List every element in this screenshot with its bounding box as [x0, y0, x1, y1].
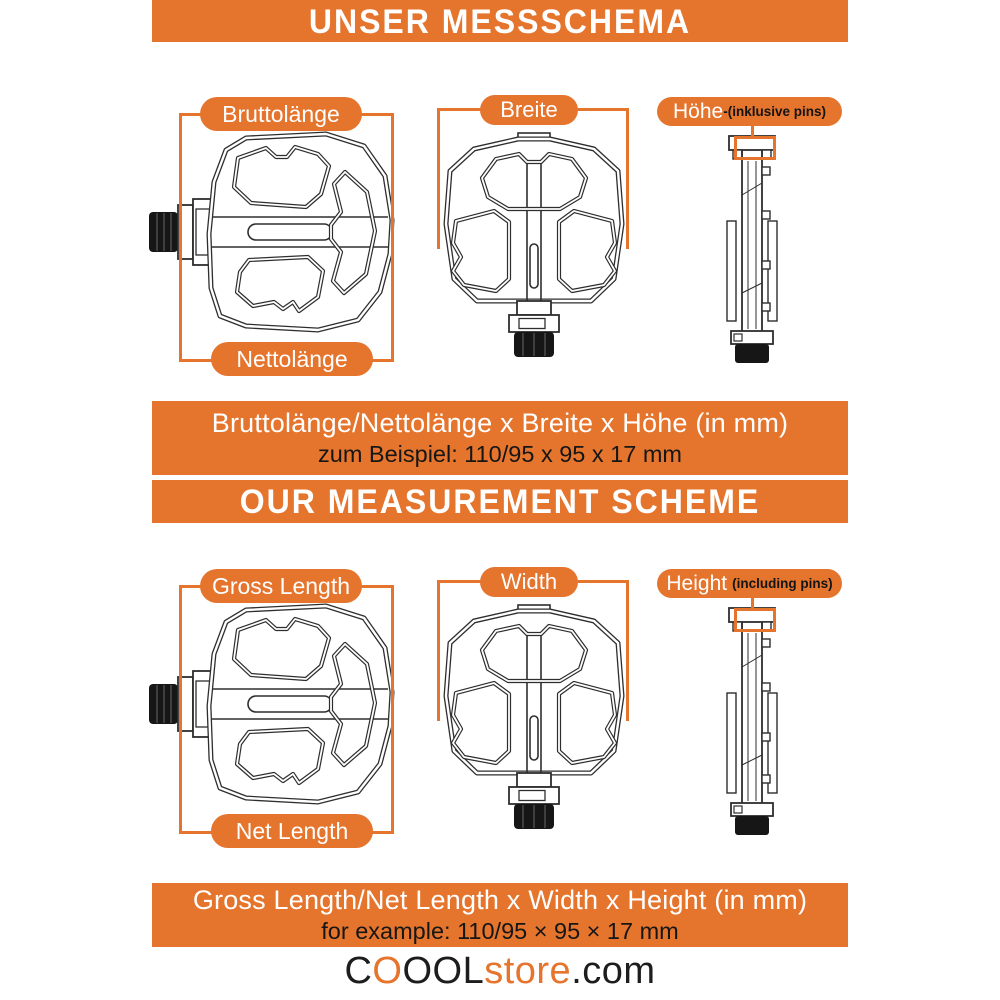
height-note-de: -(inklusive pins): [723, 104, 826, 119]
english-title-banner: [152, 480, 848, 523]
german-title-banner: [152, 0, 848, 42]
pedal-side-view-drawing: [724, 133, 780, 365]
english-formula-line1: Gross Length/Net Length x Width x Height (in mm): [192, 885, 808, 916]
width-measure-bracket: [437, 580, 629, 721]
logo-store: store: [484, 950, 572, 992]
height-label-de: [657, 97, 842, 126]
logo-o-orange: O: [372, 950, 403, 992]
english-formula-banner: [152, 883, 848, 947]
width-text-de: Breite: [500, 97, 558, 122]
net-length-text-de: Nettolänge: [236, 345, 348, 372]
pedal-side-view-drawing: [724, 605, 780, 837]
net-length-text-en: Net Length: [235, 817, 349, 844]
gross-length-text-de: Bruttolänge: [222, 100, 340, 127]
length-measure-bracket: [179, 585, 394, 834]
figure-width-english: [435, 564, 635, 834]
english-formula-line2: for example: 110/95 × 95 × 17 mm: [321, 918, 679, 945]
gross-length-text-en: Gross Length: [211, 572, 351, 599]
logo-dotcom: .com: [571, 950, 656, 992]
german-formula-line2: zum Beispiel: 110/95 x 95 x 17 mm: [318, 441, 682, 468]
german-formula-banner: [152, 401, 848, 475]
net-length-label-en: [211, 814, 373, 848]
english-title: OUR MEASUREMENT SCHEME: [239, 481, 761, 521]
gross-length-label-de: [200, 97, 362, 131]
width-text-en: Width: [500, 569, 558, 594]
figure-height-german: [655, 92, 845, 372]
width-label-en: [480, 567, 578, 597]
figure-height-english: [655, 564, 845, 844]
german-formula-line1: Bruttolänge/Nettolänge x Breite x Höhe (in mm): [211, 408, 789, 439]
height-measure-bracket: [734, 136, 776, 160]
figure-length-german: [145, 92, 405, 384]
gross-length-label-en: [200, 569, 362, 603]
logo-c: C: [344, 950, 373, 992]
german-title: UNSER MESSSCHEMA: [308, 1, 692, 40]
height-text-de: Höhe: [673, 99, 724, 123]
figure-width-german: [435, 92, 635, 362]
height-note-en: (including pins): [732, 576, 833, 591]
height-text-en: Height: [666, 571, 728, 595]
height-label-en: [657, 569, 842, 598]
height-measure-bracket: [734, 608, 776, 632]
width-measure-bracket: [437, 108, 629, 249]
figure-length-english: [145, 564, 405, 856]
width-label-de: [480, 95, 578, 125]
logo-ool: OOL: [402, 950, 485, 992]
cooolstore-logo: [0, 950, 1000, 993]
length-measure-bracket: [179, 113, 394, 362]
net-length-label-de: [211, 342, 373, 376]
